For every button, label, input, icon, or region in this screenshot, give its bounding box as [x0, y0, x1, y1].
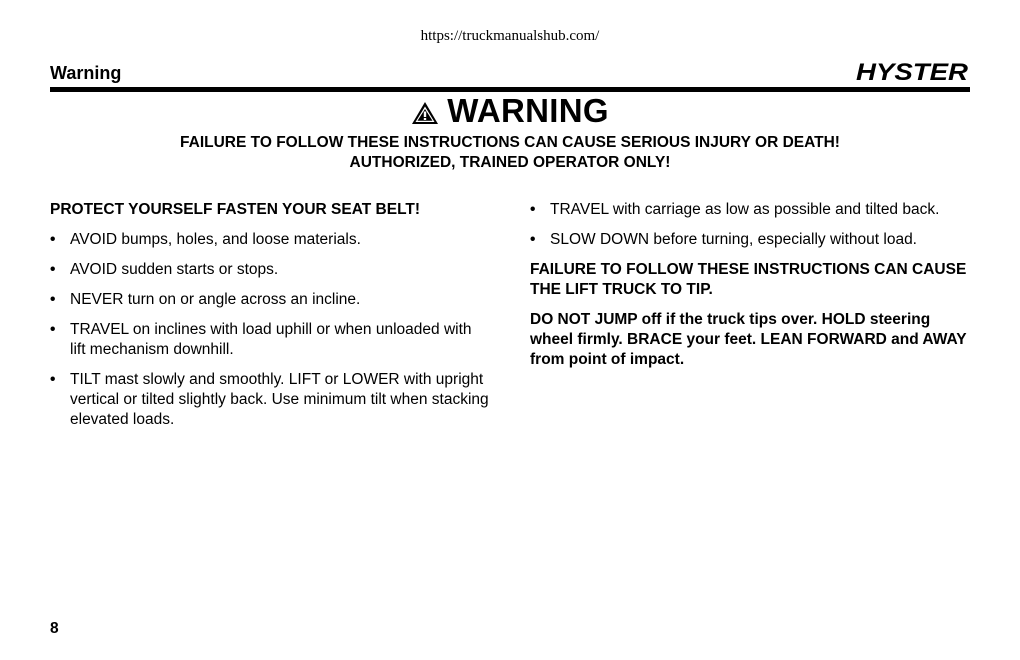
- warning-line-1: FAILURE TO FOLLOW THESE INSTRUCTIONS CAN CAUSE SERIOUS INJURY OR DEATH!: [180, 134, 840, 151]
- list-item: • TRAVEL on inclines with load uphill or when unloaded with lift mechanism downhill.: [50, 321, 472, 358]
- right-bullet-list: [530, 200, 970, 250]
- do-not-jump-warning: DO NOT JUMP off if the truck tips over. HOLD steering wheel firmly. BRACE your feet. LEAN FORWARD and AWAY from point of impact.: [530, 311, 967, 368]
- list-item: • TRAVEL with carriage as low as possible and tilted back.: [530, 201, 940, 218]
- source-url: https://truckmanualshub.com/: [420, 28, 600, 44]
- list-item: • AVOID bumps, holes, and loose materials.: [50, 231, 361, 248]
- hyster-logo: [856, 59, 970, 85]
- svg-text:HYSTER: HYSTER: [856, 59, 969, 85]
- section-title: Warning: [50, 63, 122, 83]
- page-number: 8: [50, 620, 59, 637]
- warning-header: [0, 92, 1020, 130]
- bullet-icon: •: [50, 261, 56, 278]
- bullet-icon: •: [530, 231, 536, 248]
- warning-subtitle: [0, 133, 1020, 173]
- warning-triangle-icon: [411, 101, 439, 125]
- bullet-icon: •: [530, 201, 536, 218]
- right-column: [530, 200, 970, 380]
- list-item: • TILT mast slowly and smoothly. LIFT or LOWER with upright vertical or tilted slightly back. Use minimum tilt when stacking elevated loads.: [50, 371, 489, 428]
- bullet-icon: •: [50, 231, 56, 248]
- left-bullet-list: [50, 230, 490, 430]
- bullet-icon: •: [50, 291, 56, 308]
- left-column: [50, 200, 490, 440]
- warning-title: WARNING: [447, 92, 609, 129]
- list-item: • AVOID sudden starts or stops.: [50, 261, 279, 278]
- bullet-icon: •: [50, 371, 56, 388]
- list-item: • NEVER turn on or angle across an incline.: [50, 291, 361, 308]
- bullet-icon: •: [50, 321, 56, 338]
- list-item: • SLOW DOWN before turning, especially without load.: [530, 231, 917, 248]
- seat-belt-heading: PROTECT YOURSELF FASTEN YOUR SEAT BELT!: [50, 201, 421, 218]
- tip-warning: FAILURE TO FOLLOW THESE INSTRUCTIONS CAN CAUSE THE LIFT TRUCK TO TIP.: [530, 261, 967, 298]
- warning-line-2: AUTHORIZED, TRAINED OPERATOR ONLY!: [349, 154, 671, 171]
